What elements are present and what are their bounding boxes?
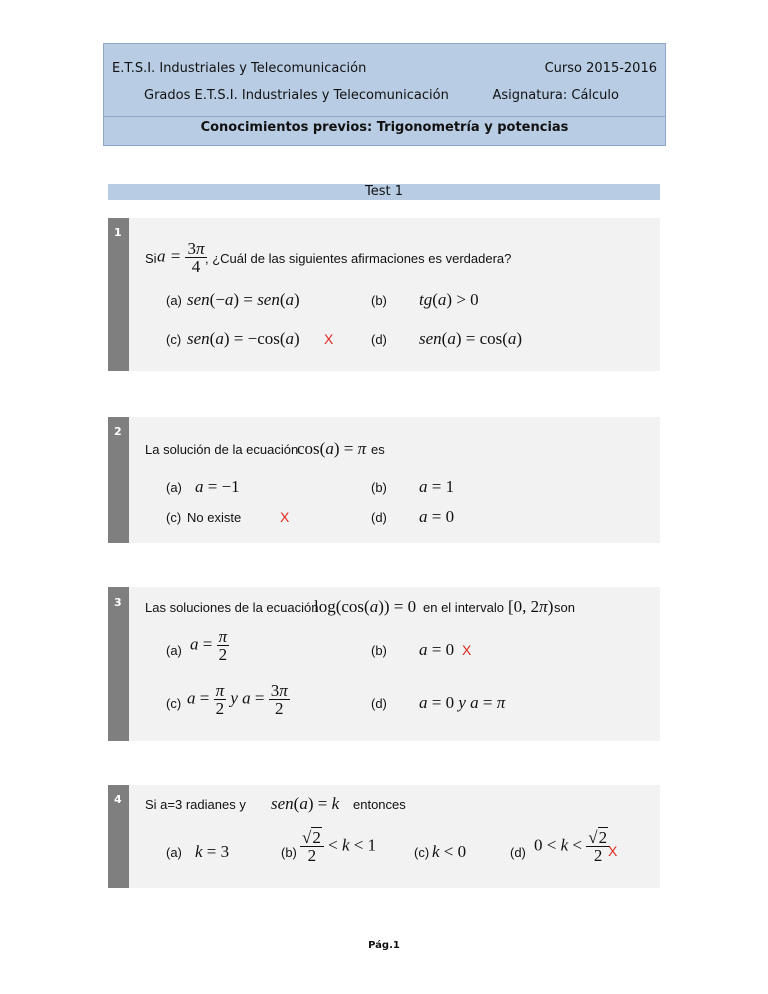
question-1-number: 1: [114, 226, 122, 239]
q3-prompt-mid: en el intervalo: [423, 600, 504, 615]
q2-option-c-text: No existe: [187, 510, 242, 525]
q3-option-c-math: a = $\frac{\pi}{2}$ y a = $\frac{3\pi}{2}$: [187, 681, 288, 718]
q3-answer-mark: X: [462, 642, 472, 658]
q2-option-a-label: (a): [166, 480, 182, 495]
q1-option-d-label: (d): [371, 332, 387, 347]
question-1-sidebar: [108, 218, 129, 371]
q4-option-d-label: (d): [510, 845, 526, 860]
document-header: [103, 43, 666, 146]
q1-option-c-math: sen(a) = −cos(a): [187, 329, 300, 348]
q4-option-c-math: k < 0: [432, 842, 467, 861]
q1-option-d-math: sen(a) = cos(a): [419, 329, 523, 348]
q2-option-c-label: (c): [166, 510, 182, 525]
q4-option-b-label: (b): [281, 845, 297, 860]
q2-option-d-label: (d): [371, 510, 387, 525]
q1-option-b-label: (b): [371, 293, 387, 308]
question-4-number: 4: [114, 793, 122, 806]
q4-option-a-math: k = 3: [195, 842, 230, 861]
q3-option-a-math: a = $\frac{\pi}{2}$: [190, 627, 228, 664]
q2-option-a-math: a = −1: [195, 477, 240, 496]
q1-prompt-prefix: Si: [145, 251, 157, 266]
q4-option-b-math: $\frac{√2}{2}$ < k < 1: [302, 828, 377, 865]
question-2-number: 2: [114, 425, 122, 438]
degrees: Grados E.T.S.I. Industriales y Telecomunicación: [144, 88, 449, 103]
school-name: E.T.S.I. Industriales y Telecomunicación: [112, 61, 367, 76]
q3-prompt-math: log(cos(a)) = 0: [314, 597, 417, 616]
course-year: Curso 2015-2016: [544, 61, 657, 76]
q1-answer-mark: X: [324, 331, 334, 347]
document-title: Conocimientos previos: Trigonometría y potencias: [200, 120, 569, 135]
page-number: Pág.1: [368, 940, 400, 951]
q1-option-a-math: sen(−a) = sen(a): [187, 290, 300, 309]
q4-prompt-math: sen(a) = k: [271, 794, 340, 813]
q3-prompt-suffix: son: [554, 600, 575, 615]
question-3-number: 3: [114, 596, 122, 609]
subject: Asignatura: Cálculo: [492, 88, 619, 103]
q2-prompt-prefix: La solución de la ecuación: [145, 442, 299, 457]
q3-option-d-label: (d): [371, 696, 387, 711]
q2-prompt-math: cos(a) = π: [297, 439, 367, 458]
q1-option-a-label: (a): [166, 293, 182, 308]
q3-option-b-math: a = 0: [419, 640, 455, 659]
q3-option-b-label: (b): [371, 643, 387, 658]
q1-prompt-suffix: , ¿Cuál de las siguientes afirmaciones es verdadera?: [205, 251, 512, 266]
question-3-sidebar: [108, 587, 129, 741]
q4-answer-mark: X: [608, 843, 618, 859]
q2-prompt-suffix: es: [371, 442, 385, 457]
q1-prompt-math: a = $\frac{3\pi}{4}$: [157, 239, 205, 276]
q1-option-c-label: (c): [166, 332, 182, 347]
q3-option-d-math: a = 0 y a = π: [419, 693, 506, 712]
q4-option-d-math: 0 < k < $\frac{√2}{2}$: [534, 829, 610, 864]
q4-prompt-prefix: Si a=3 radianes y: [145, 797, 246, 812]
q4-option-c-label: (c): [414, 845, 430, 860]
q3-prompt-prefix: Las soluciones de la ecuación: [145, 600, 319, 615]
header-divider: [104, 116, 665, 117]
q4-prompt-suffix: entonces: [353, 797, 406, 812]
q2-answer-mark: X: [280, 509, 290, 525]
q3-prompt-interval: [0, 2π): [508, 597, 554, 616]
q3-option-c-label: (c): [166, 696, 182, 711]
q3-option-a-label: (a): [166, 643, 182, 658]
q2-option-d-math: a = 0: [419, 507, 455, 526]
q2-option-b-math: a = 1: [419, 477, 455, 496]
test-label: Test 1: [108, 184, 660, 200]
q1-option-b-math: tg(a) > 0: [419, 290, 479, 309]
q4-option-a-label: (a): [166, 845, 182, 860]
q2-option-b-label: (b): [371, 480, 387, 495]
